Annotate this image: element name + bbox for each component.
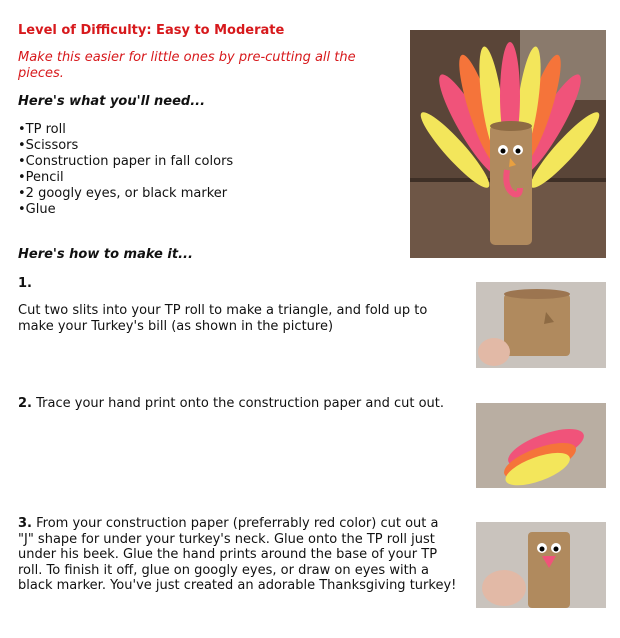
step-3-text: From your construction paper (preferrably red color) cut out a "J" shape for under your turkey's neck. Glue onto the TP roll just under his beek. Glue the hand prints around the base of your TP roll. To finish it off, glue on googly eyes, or draw on eyes with a black marker. You've just created an adorable Thanksgiving turkey! (18, 516, 457, 593)
step-1-number: 1. (18, 276, 32, 291)
supplies-list (18, 122, 233, 218)
step-2-photo (476, 403, 606, 488)
step-1-photo (476, 282, 606, 368)
step-3-photo (476, 522, 606, 608)
tip-text: Make this easier for little ones by pre-cutting all the pieces. (18, 50, 356, 81)
instructions-heading: Here's how to make it... (18, 247, 193, 262)
supply-item: •Glue (18, 202, 56, 217)
step-2 (18, 396, 458, 412)
step-1-text: Cut two slits into your TP roll to make a triangle, and fold up to make your Turkey's bill (as shown in the picture) (18, 303, 428, 334)
supplies-heading: Here's what you'll need... (18, 94, 206, 109)
supply-item: •TP roll (18, 122, 66, 137)
supply-item: •Scissors (18, 138, 79, 153)
supply-item: •Pencil (18, 170, 64, 185)
step-2-text: Trace your hand print onto the construction paper and cut out. (36, 396, 445, 411)
step-2-number: 2. (18, 396, 32, 411)
step-3 (18, 516, 458, 594)
difficulty-level: Level of Difficulty: Easy to Moderate (18, 23, 285, 38)
supply-item: •2 googly eyes, or black marker (18, 186, 228, 201)
turkey-craft-photo (410, 30, 606, 258)
step-3-number: 3. (18, 516, 32, 531)
supply-item: •Construction paper in fall colors (18, 154, 234, 169)
